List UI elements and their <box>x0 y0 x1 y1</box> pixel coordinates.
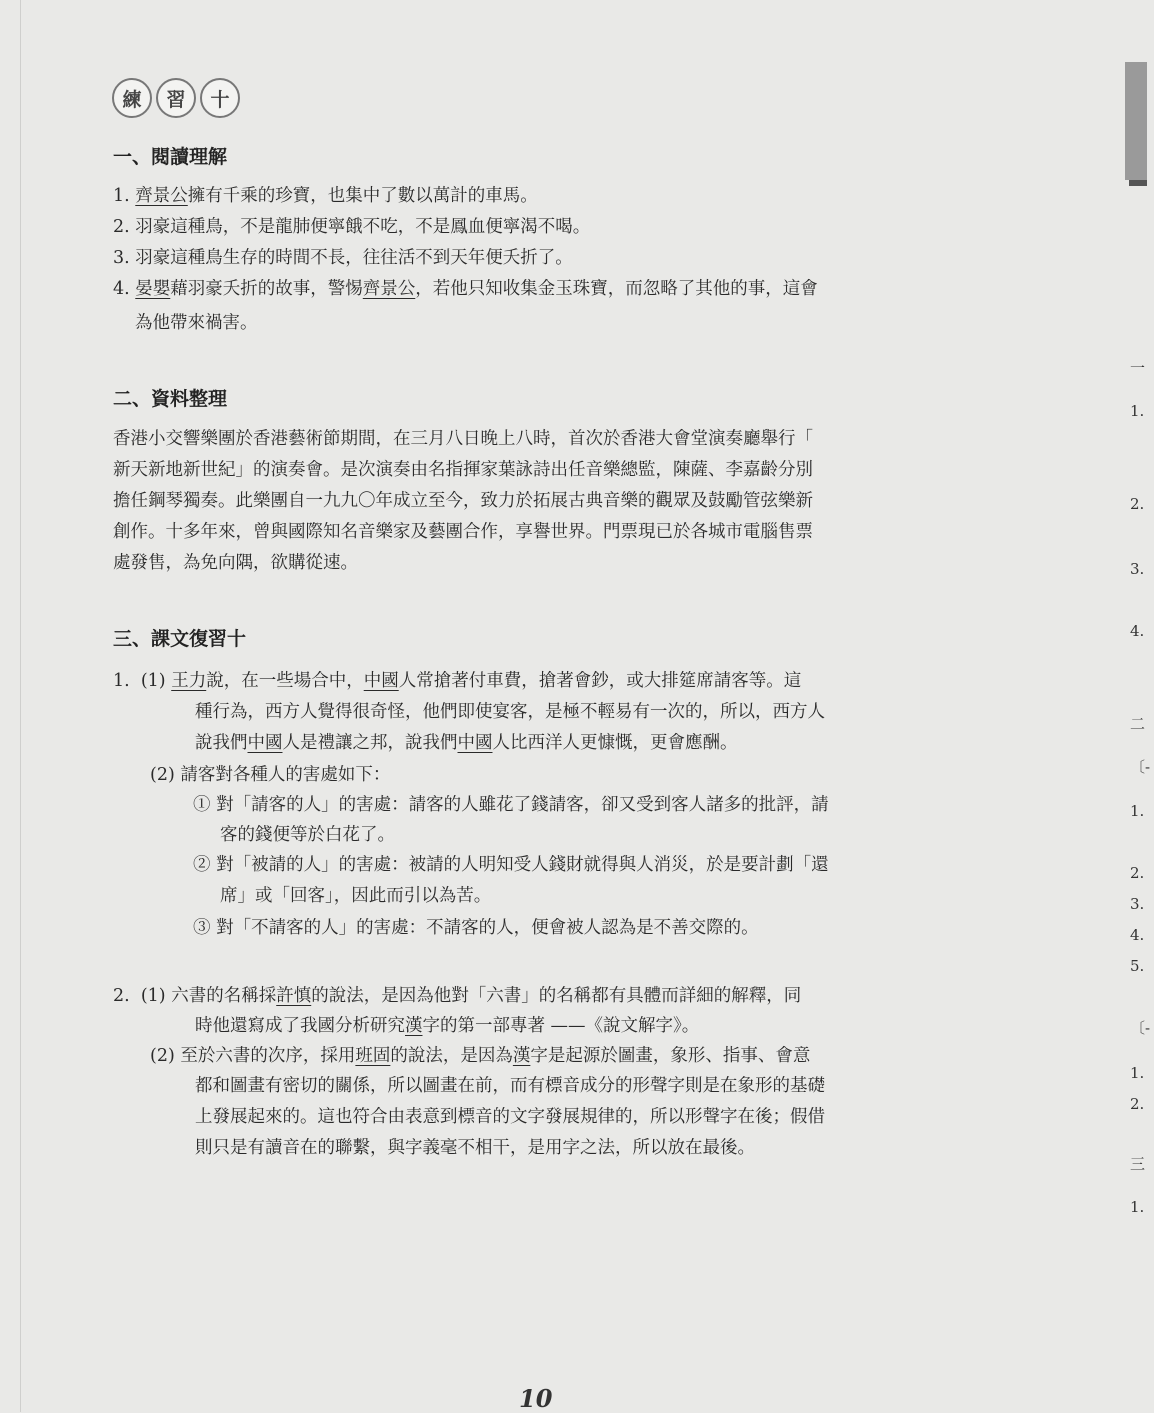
stamp-char: 練 <box>112 78 152 118</box>
paragraph-line: 新天新地新世紀」的演奏會。是次演奏由名指揮家葉詠詩出任音樂總監，陳薩、李嘉齡分別 <box>113 460 813 480</box>
edge-mark: 4. <box>1130 926 1145 944</box>
edge-mark: 2. <box>1130 864 1145 882</box>
answer-line: (2) 至於六書的次序，採用班固的說法，是因為漢字是起源於圖畫，象形、指事、會意 <box>150 1046 811 1066</box>
answer-line: 4. 晏嬰藉羽豪夭折的故事，警惕齊景公，若他只知收集金玉珠寶，而忽略了其他的事，這會 <box>113 279 818 299</box>
edge-mark: 〔- <box>1130 758 1151 776</box>
edge-mark: 3. <box>1130 560 1145 578</box>
stamp-char: 十 <box>200 78 240 118</box>
paragraph-line: 處發售，為免向隅，欲購從速。 <box>113 553 358 573</box>
edge-mark: 一 <box>1130 359 1146 377</box>
answer-line: 2. (1) 六書的名稱採許慎的說法，是因為他對「六書」的名稱都有具體而詳細的解釋，同 <box>113 986 802 1006</box>
neighbor-page-strip-mark <box>1129 180 1147 186</box>
edge-mark: 4. <box>1130 622 1145 640</box>
page-number: 10 <box>519 1384 553 1413</box>
edge-mark: 2. <box>1130 495 1145 513</box>
section-heading-review: 三、課文復習十 <box>113 628 247 650</box>
paragraph-line: 擔任鋼琴獨奏。此樂團自一九九〇年成立至今，致力於拓展古典音樂的觀眾及鼓勵管弦樂新 <box>113 491 813 511</box>
exercise-title-stamp <box>112 78 240 118</box>
answer-line: 為他帶來禍害。 <box>135 313 258 333</box>
neighbor-page-strip <box>1125 62 1147 180</box>
edge-mark: 1. <box>1130 402 1145 420</box>
answer-line: 則只是有讀音在的聯繫，與字義毫不相干，是用字之法，所以放在最後。 <box>195 1138 755 1158</box>
answer-line: 上發展起來的。這也符合由表意到標音的文字發展規律的，所以形聲字在後；假借 <box>195 1107 825 1127</box>
answer-line: 種行為，西方人覺得很奇怪，他們即使宴客，是極不輕易有一次的，所以，西方人 <box>195 702 825 722</box>
edge-mark: 〔- <box>1130 1019 1151 1037</box>
paragraph-line: 香港小交響樂團於香港藝術節期間，在三月八日晚上八時，首次於香港大會堂演奏廳舉行「 <box>113 429 813 449</box>
answer-line: 都和圖畫有密切的關係，所以圖畫在前，而有標音成分的形聲字則是在象形的基礎 <box>195 1076 825 1096</box>
edge-mark: 三 <box>1130 1155 1146 1173</box>
section-heading-data: 二、資料整理 <box>113 388 228 410</box>
answer-line: 說我們中國人是禮讓之邦，說我們中國人比西洋人更慷慨，更會應酬。 <box>195 733 738 753</box>
answer-line: ② 對「被請的人」的害處：被請的人明知受人錢財就得與人消災，於是要計劃「還 <box>193 855 829 875</box>
answer-line: 客的錢便等於白花了。 <box>220 825 395 845</box>
answer-line: 席」或「回客」，因此而引以為苦。 <box>220 886 492 906</box>
edge-mark: 二 <box>1130 715 1146 733</box>
answer-line: 1. (1) 王力說，在一些場合中，中國人常搶著付車費，搶著會鈔，或大排筵席請客等。這 <box>113 671 802 691</box>
answer-line: 3. 羽豪這種鳥生存的時間不長，往往活不到天年便夭折了。 <box>113 248 573 268</box>
stamp-char: 習 <box>156 78 196 118</box>
edge-mark: 1. <box>1130 1064 1145 1082</box>
edge-mark: 5. <box>1130 957 1145 975</box>
edge-mark: 1. <box>1130 802 1145 820</box>
answer-line: (2) 請客對各種人的害處如下： <box>150 765 391 785</box>
scan-edge-line <box>20 0 21 1412</box>
answer-line: ③ 對「不請客的人」的害處：不請客的人，便會被人認為是不善交際的。 <box>193 918 759 938</box>
edge-mark: 1. <box>1130 1198 1145 1216</box>
answer-line: ① 對「請客的人」的害處：請客的人雖花了錢請客，卻又受到客人諸多的批評，請 <box>193 795 829 815</box>
paragraph-line: 創作。十多年來，曾與國際知名音樂家及藝團合作，享譽世界。門票現已於各城市電腦售票 <box>113 522 813 542</box>
edge-mark: 2. <box>1130 1095 1145 1113</box>
answer-line: 2. 羽豪這種鳥，不是龍肺便寧餓不吃，不是鳳血便寧渴不喝。 <box>113 217 591 237</box>
edge-mark: 3. <box>1130 895 1145 913</box>
answer-line: 時他還寫成了我國分析研究漢字的第一部專著 ——《說文解字》。 <box>195 1016 700 1036</box>
section-heading-reading: 一、閱讀理解 <box>113 146 228 168</box>
answer-line: 1. 齊景公擁有千乘的珍寶，也集中了數以萬計的車馬。 <box>113 186 538 206</box>
